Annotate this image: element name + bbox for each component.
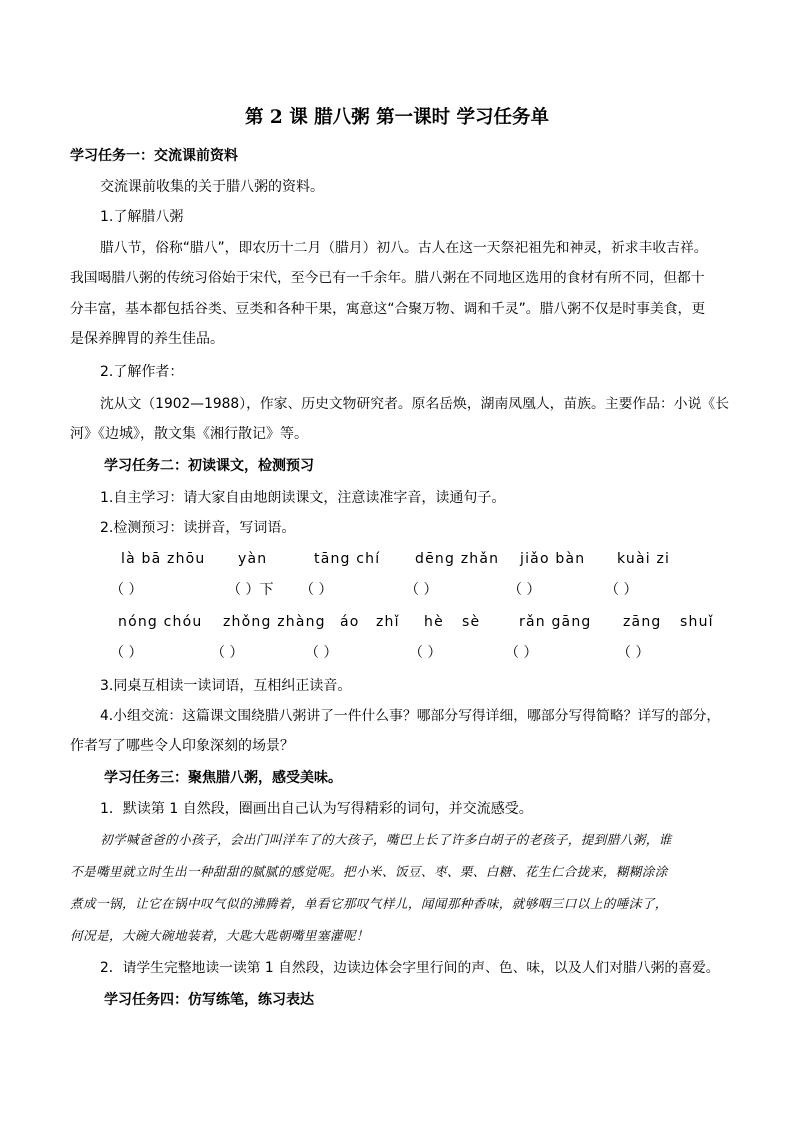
answer-blank[interactable]: （ ） xyxy=(505,645,538,661)
pinyin-item: nóng chóu xyxy=(118,614,203,630)
task1-para2-line: 沈从文（1902—1988），作家、历史文物研究者。原名岳焕，湖南凤凰人，苗族。主要作品：小说《长 xyxy=(100,396,729,412)
pinyin-item: áo xyxy=(340,614,360,630)
answer-blank[interactable]: （ ） xyxy=(300,582,333,598)
task1-sub2: 2.了解作者： xyxy=(100,364,184,380)
task2-heading: 学习任务二：初读课文，检测预习 xyxy=(104,458,314,474)
task1-sub1: 1.了解腊八粥 xyxy=(100,209,184,225)
task2-item4-line: 4.小组交流：这篇课文围绕腊八粥讲了一件什么事？哪部分写得详细，哪部分写得简略？详写的部分， xyxy=(100,708,721,724)
answer-blank[interactable]: （ ） xyxy=(409,645,442,661)
task3-heading: 学习任务三：聚焦腊八粥，感受美味。 xyxy=(104,770,342,786)
pinyin-item: hè xyxy=(424,614,444,630)
excerpt-line: 煮成一锅，让它在锅中叹气似的沸腾着，单看它那叹气样儿，闻闻那种香味，就够咽三口以上的唾沫了， xyxy=(70,896,668,911)
pinyin-item: sè xyxy=(462,614,481,630)
pinyin-item: zāng xyxy=(623,614,662,630)
answer-blank[interactable]: （ ） xyxy=(605,582,638,598)
answer-blank[interactable]: （ ） xyxy=(211,645,244,661)
pinyin-item: yàn xyxy=(238,551,268,567)
pinyin-item: rǎn gāng xyxy=(519,614,592,630)
task2-item1: 1.自主学习：请大家自由地朗读课文，注意读准字音，读通句子。 xyxy=(100,490,506,506)
task2-item3: 3.同桌互相读一读词语，互相纠正读音。 xyxy=(100,678,352,694)
task1-para1-line: 分丰富，基本都包括谷类、豆类和各种干果，寓意这“合聚万物、调和千灵”。腊八粥不仅是时事美食，更 xyxy=(70,301,706,317)
pinyin-item: là bā zhōu xyxy=(121,551,206,567)
task1-para1-line: 腊八节，俗称“腊八”，即农历十二月（腊月）初八。古人在这一天祭祀祖先和神灵，祈求丰收吉祥。 xyxy=(100,240,708,256)
answer-blank[interactable]: （ ） xyxy=(110,645,143,661)
pinyin-item: jiǎo bàn xyxy=(520,551,586,567)
excerpt-line: 初学喊爸爸的小孩子，会出门叫洋车了的大孩子，嘴巴上长了许多白胡子的老孩子，提到腊八粥，谁 xyxy=(100,832,672,847)
task1-para2-line: 河》《边城》，散文集《湘行散记》等。 xyxy=(70,426,308,442)
excerpt-line: 何况是，大碗大碗地装着，大匙大匙朝嘴里塞灌呢！ xyxy=(70,928,369,943)
pinyin-item: zhǒng zhàng xyxy=(223,614,326,630)
task2-item4-line: 作者写了哪些令人印象深刻的场景？ xyxy=(70,738,294,754)
answer-blank[interactable]: （ ） xyxy=(617,645,650,661)
answer-blank[interactable]: （ ） xyxy=(110,582,143,598)
pinyin-item: tāng chí xyxy=(314,551,381,567)
answer-blank[interactable]: （ ） xyxy=(405,582,438,598)
pinyin-item: zhǐ xyxy=(376,614,400,630)
pinyin-item: kuài zi xyxy=(617,551,671,567)
excerpt-line: 不是嘴里就立时生出一种甜甜的腻腻的感觉呢。把小米、饭豆、枣、栗、白糖、花生仁合拢来，糊糊涂涂 xyxy=(70,864,668,879)
task4-heading: 学习任务四：仿写练笔，练习表达 xyxy=(104,992,314,1008)
task2-item2: 2.检测预习：读拼音，写词语。 xyxy=(100,520,296,536)
task1-heading: 学习任务一：交流课前资料 xyxy=(70,148,238,164)
task1-para1-line: 是保养脾胃的养生佳品。 xyxy=(70,331,224,347)
task1-para1-line: 我国喝腊八粥的传统习俗始于宋代，至今已有一千余年。腊八粥在不同地区选用的食材有所不同，但都十 xyxy=(70,270,705,286)
pinyin-item: shuǐ xyxy=(680,614,714,630)
task1-intro: 交流课前收集的关于腊八粥的资料。 xyxy=(100,179,324,195)
task3-item1: 1．默读第 1 自然段，圈画出自己认为写得精彩的词句，并交流感受。 xyxy=(100,801,533,817)
page-title: 第 2 课 腊八粥 第一课时 学习任务单 xyxy=(244,107,550,128)
pinyin-item: dēng zhǎn xyxy=(415,551,500,567)
answer-blank[interactable]: （ ） xyxy=(305,645,338,661)
answer-blank[interactable]: （ ）下 xyxy=(227,582,274,598)
answer-blank[interactable]: （ ） xyxy=(508,582,541,598)
task3-item2: 2．请学生完整地读一读第 1 自然段，边读边体会字里行间的声、色、味，以及人们对腊八粥的喜爱。 xyxy=(100,960,720,976)
